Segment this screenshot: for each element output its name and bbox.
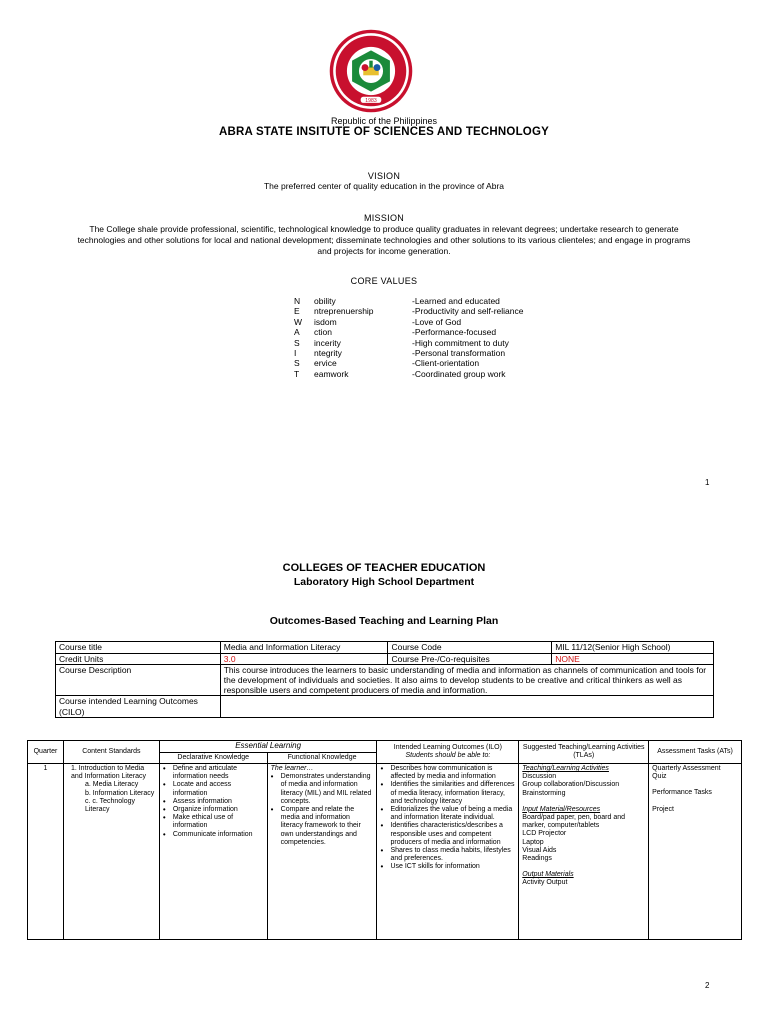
college-title: COLLEGES OF TEACHER EDUCATION xyxy=(282,562,486,574)
prereq-value: NONE xyxy=(552,653,714,665)
table-row xyxy=(56,653,714,665)
cilo-value xyxy=(220,696,713,718)
list-item: Quarterly Assessment xyxy=(652,765,721,772)
cell-declarative xyxy=(159,764,267,940)
list-item: • Editorializes the value of being a media and information literate individual. xyxy=(380,806,515,822)
list-item: Discussion xyxy=(522,773,557,781)
list-item: Laptop xyxy=(522,838,544,846)
list-item: • Make ethical use of information xyxy=(163,814,264,830)
list-item: Board/pad paper, pen, board and marker, computer/tablets xyxy=(522,814,626,830)
core-value-row: N obility -Learned and educated xyxy=(294,296,500,306)
list-item: Performance Tasks xyxy=(652,789,712,797)
cell-content-standards xyxy=(63,764,159,940)
cell-functional xyxy=(267,764,377,940)
course-code-value: MIL 11/12(Senior High School) xyxy=(552,642,714,654)
list-item: • Define and articulate information needs xyxy=(163,765,264,781)
content-sub-item: c. c. Technology Literacy xyxy=(84,797,136,814)
republic-line: Republic of the Philippines xyxy=(330,116,438,126)
list-item: • Use ICT skills for information xyxy=(380,863,515,871)
header-ilo-subtitle: Students should be able to: xyxy=(405,752,491,759)
mission-text: The College shale provide professional, scientific, technological knowledge to produce quality graduates in relevant degrees; undertake research to generate technologies and other solutions for local and national development; disseminate technologies and other solutions to its various clienteles; and engage in programs and projects for income generation. xyxy=(77,224,691,256)
list-item: • Communicate information xyxy=(163,831,264,839)
core-value-row: A ction -Performance-focused xyxy=(294,327,497,338)
core-value-row: I ntegrity -Personal transformation xyxy=(294,348,506,359)
page-1 xyxy=(0,0,768,500)
table-row xyxy=(56,642,714,654)
school-name: ABRA STATE INSITUTE OF SCIENCES AND TECHNOLOGY xyxy=(219,126,549,138)
core-value-row: W isdom -Love of God xyxy=(294,316,462,327)
list-item: • Identifies characteristics/describes a responsible uses and competent producers of media and information xyxy=(380,822,515,847)
list-item: Group collaboration/Discussion xyxy=(522,781,620,789)
table-row xyxy=(56,696,714,718)
core-values-heading: CORE VALUES xyxy=(350,276,418,286)
plan-title: Outcomes-Based Teaching and Learning Plan xyxy=(269,615,499,627)
cell-tla xyxy=(519,764,649,940)
table-row xyxy=(28,764,742,940)
course-description-value: This course introduces the learners to basic understanding of media and information as channels of communication and tools for the development of individuals and societies. It also aims to develop students to be creative and critical thinkers as well as responsible users and competent producers of media and information. xyxy=(220,665,713,696)
list-item: Visual Aids xyxy=(522,846,557,854)
vision-heading: VISION xyxy=(367,171,401,181)
mission-heading: MISSION xyxy=(363,213,405,223)
credit-units-label: Credit Units xyxy=(56,653,221,665)
course-title-label: Course title xyxy=(56,642,221,654)
list-item: Project xyxy=(652,805,674,813)
header-quarter: Quarter xyxy=(28,741,64,764)
functional-intro: The learner… xyxy=(270,765,314,772)
table-row xyxy=(56,665,714,696)
page-number: 2 xyxy=(705,981,710,990)
institution-seal-icon xyxy=(328,28,414,114)
content-main-item: 1. Introduction to Media and Information Literacy xyxy=(70,765,147,781)
list-item: • Organize information xyxy=(163,806,264,814)
tla-heading: Teaching/Learning Activities xyxy=(522,765,609,772)
course-info-table xyxy=(55,641,714,718)
list-item: • Locate and access information xyxy=(163,781,264,797)
course-description-label: Course Description xyxy=(56,665,221,696)
course-title-value: Media and Information Literacy xyxy=(220,642,388,654)
prereq-label: Course Pre-/Co-requisites xyxy=(388,653,552,665)
list-item: • Shares to class media habits, lifestyles and preferences. xyxy=(380,847,515,863)
core-value-row: S incerity -High commitment to duty xyxy=(294,337,509,348)
core-value-row: E ntreprenuership -Productivity and self-reliance xyxy=(294,306,524,317)
cell-assessment xyxy=(649,764,742,940)
page-number: 1 xyxy=(705,478,710,487)
header-ilo-title: Intended Learning Outcomes (ILO) xyxy=(393,743,502,751)
input-materials-heading: Input Material/Resources xyxy=(522,805,601,813)
table-header-row xyxy=(28,741,742,753)
header-functional: Functional Knowledge xyxy=(267,752,377,764)
vision-text: The preferred center of quality education in the province of Abra xyxy=(263,181,505,191)
list-item: LCD Projector xyxy=(522,830,567,838)
list-item: • Describes how communication is affected by media and information xyxy=(380,765,515,781)
header-assessment: Assessment Tasks (ATs) xyxy=(649,741,742,764)
list-item: • Demonstrates understanding of media and information literacy (MIL) and MIL related concepts. xyxy=(271,773,374,806)
header-ilo xyxy=(377,741,519,764)
obtl-plan-table xyxy=(27,740,742,940)
core-value-row: T eamwork -Coordinated group work xyxy=(294,368,506,379)
cell-quarter: 1 xyxy=(28,764,64,940)
cell-ilo xyxy=(377,764,519,940)
core-value-row: S ervice -Client-orientation xyxy=(294,358,480,369)
list-item: Brainstorming xyxy=(522,789,566,797)
course-code-label: Course Code xyxy=(388,642,552,654)
list-item: • Identifies the similarities and differences of media literacy, information literacy, and technology literacy xyxy=(380,781,515,806)
list-item: • Assess information xyxy=(163,798,264,806)
cilo-label: Course intended Learning Outcomes (CILO) xyxy=(56,696,221,718)
list-item: Readings xyxy=(522,855,552,863)
output-materials-heading: Output Materials xyxy=(522,871,574,879)
seal-year: 1983 xyxy=(365,97,377,104)
core-values-list xyxy=(294,296,552,379)
list-item: Quiz xyxy=(652,773,667,781)
list-item: Activity Output xyxy=(522,879,568,887)
header-essential-learning: Essential Learning xyxy=(159,741,377,753)
content-sub-item: a. Media Literacy xyxy=(84,781,139,789)
header-tla: Suggested Teaching/Learning Activities (TLAs) xyxy=(519,741,649,764)
credit-units-value: 3.0 xyxy=(220,653,388,665)
header-declarative: Declarative Knowledge xyxy=(159,752,267,764)
content-sub-item: b. Information Literacy xyxy=(84,789,155,797)
list-item: • Compare and relate the media and information literacy framework to their own understandings and competencies. xyxy=(271,806,374,847)
department-title: Laboratory High School Department xyxy=(293,576,475,588)
header-content-standards: Content Standards xyxy=(63,741,159,764)
